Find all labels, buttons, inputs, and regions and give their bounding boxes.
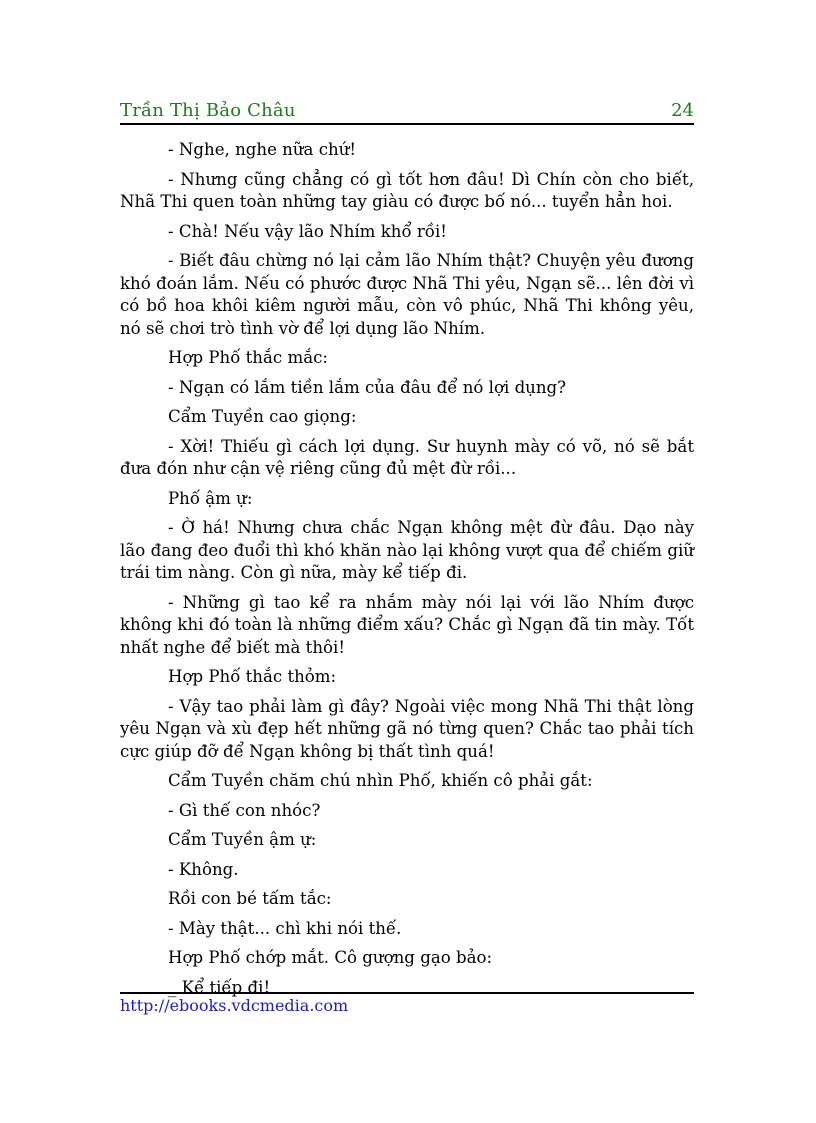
- author-name: Trần Thị Bảo Châu: [120, 100, 296, 121]
- footer-website-link[interactable]: http://ebooks.vdcmedia.com: [120, 996, 349, 1015]
- paragraph: - Chà! Nếu vậy lão Nhím khổ rồi!: [168, 221, 447, 241]
- paragraph: - Nhưng cũng chẳng có gì tốt hơn đâu! Dì Chín còn cho biết, Nhã Thi quen toàn những tay giàu có được bố nó... tuyển hẳn hoi.: [120, 169, 694, 211]
- paragraph: - Những gì tao kể ra nhắm mày nói lại với lão Nhím được không khi đó toàn là những điểm xấu? Chắc gì Ngạn đã tin mày. Tốt nhất nghe để biết mà thôi!: [120, 592, 694, 657]
- paragraph: - Nghe, nghe nữa chứ!: [168, 140, 357, 159]
- paragraph: - Không.: [168, 859, 239, 879]
- paragraph: _ Kể tiếp đi!: [168, 977, 271, 997]
- paragraph: - Ngạn có lắm tiền lắm của đâu để nó lợi dụng?: [168, 377, 567, 397]
- page-header: [120, 100, 694, 124]
- paragraph: Rồi con bé tấm tắc:: [168, 889, 332, 908]
- page-number: 24: [671, 100, 694, 121]
- body-text: [120, 139, 694, 1006]
- paragraph: - Gì thế con nhóc?: [168, 800, 321, 820]
- paragraph: Hợp Phố chớp mắt. Cô gượng gạo bảo:: [168, 948, 493, 967]
- paragraph: Cẩm Tuyền chăm chú nhìn Phố, khiến cô phải gắt:: [168, 771, 593, 790]
- paragraph: Phố ậm ự:: [168, 488, 253, 508]
- paragraph: Cẩm Tuyền ậm ự:: [168, 830, 317, 849]
- paragraph: - Ờ há! Nhưng chưa chắc Ngạn không mệt đừ đâu. Dạo này lão đang đeo đuổi thì khó khăn nào lại không vượt qua để chiếm giữ trái tim nàng. Còn gì nữa, mày kể tiếp đi.: [120, 518, 694, 582]
- paragraph: Cẩm Tuyền cao giọng:: [168, 407, 357, 426]
- paragraph: - Vậy tao phải làm gì đây? Ngoài việc mong Nhã Thi thật lòng yêu Ngạn và xù đẹp hết những gã nó từng quen? Chắc tao phải tích cực giúp đỡ để Ngạn không bị thất tình quá!: [120, 696, 694, 761]
- paragraph: Hợp Phố thắc thỏm:: [168, 667, 337, 686]
- paragraph: Hợp Phố thắc mắc:: [168, 348, 328, 367]
- paragraph: - Biết đâu chừng nó lại cảm lão Nhím thật? Chuyện yêu đương khó đoán lắm. Nếu có phước được Nhã Thi yêu, Ngạn sẽ... lên đời vì có bồ hoa khôi kiêm người mẫu, còn vô phúc, Nhã Thi không yêu, nó sẽ chơi trò tình vờ để lợi dụng lão Nhím.: [120, 251, 694, 338]
- paragraph: - Xời! Thiếu gì cách lợi dụng. Sư huynh mày có võ, nó sẽ bắt đưa đón như cận vệ riêng cũng đủ mệt đừ rồi...: [120, 436, 694, 478]
- footer-divider: [120, 992, 694, 994]
- paragraph: - Mày thật... chì khi nói thế.: [168, 918, 402, 938]
- header-divider: [120, 123, 694, 125]
